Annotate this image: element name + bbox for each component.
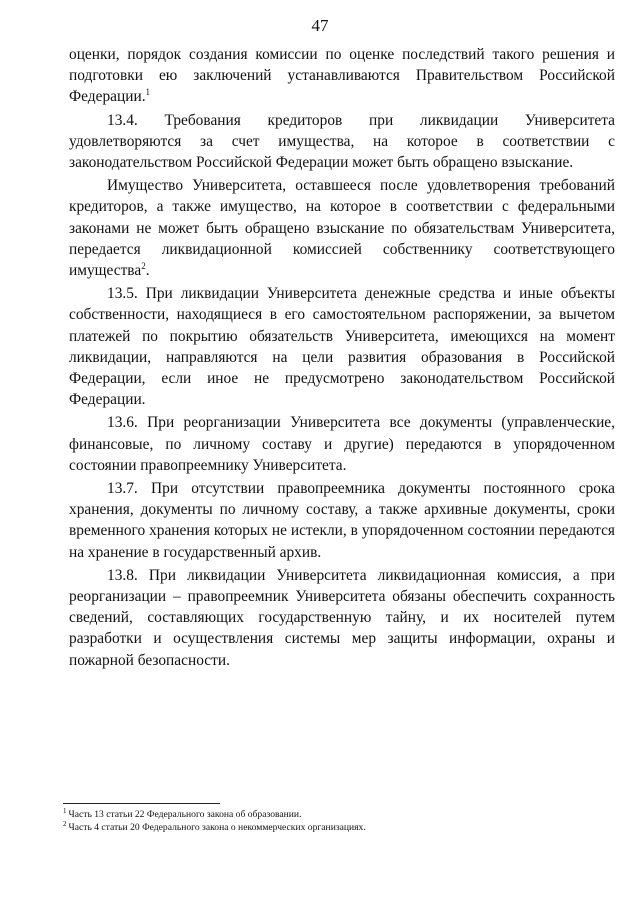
paragraph-text: Имущество Университета, оставшееся после удовлетворения требований кредиторов, а также имущество, на которое в соответствии с федеральными законами не может быть обращено взыскание по обязательствам Университета, передается ликвидационной комиссией собственнику соответствующего имущества	[69, 177, 615, 280]
paragraph-text: оценки, порядок создания комиссии по оценке последствий такого решения и подготовки ею заключений устанавливаются Правительством Российской Федерации	[69, 46, 615, 106]
footnote-text: Часть 13 статьи 22 Федерального закона об образовании.	[68, 809, 302, 820]
footnote-2	[63, 821, 623, 834]
paragraph-13-5: 13.5. При ликвидации Университета денежные средства и иные объекты собственности, находящиеся в его самостоятельном распоряжении, за вычетом платежей по покрытию обязательств Университета, имеющихся на момент ликвидации, направляются на цели развития образования в Российской Федерации, если иное не предусмотрено законодательством Российской Федерации.	[69, 285, 615, 409]
body-text	[69, 44, 615, 671]
paragraph-13-4: 13.4. Требования кредиторов при ликвидации Университета удовлетворяются за счет имущества, на которое в соответствии с законодательством Российской Федерации может быть обращено взыскание.	[69, 111, 615, 172]
footnote-mark: 1	[63, 806, 67, 815]
footnotes	[63, 808, 623, 834]
footnote-mark: 2	[63, 819, 67, 828]
paragraph-property-transfer: Имущество Университета, оставшееся после удовлетворения требований кредиторов, а также имущество, на которое в соответствии с федеральными законами не может быть обращено взыскание по обязательствам Университета, передается ликвидационной комиссией собственнику соответствующего имущества$^2$.	[69, 177, 615, 280]
paragraph-13-8: 13.8. При ликвидации Университета ликвидационная комиссия, а при реорганизации – правопреемник Университета обязаны обеспечить сохранность сведений, составляющих государственную тайну, и их носителей путем разработки и осуществления системы мер защиты информации, охраны и пожарной безопасности.	[69, 566, 615, 669]
footnote-divider	[63, 803, 220, 804]
footnote-text: Часть 4 статьи 20 Федерального закона о некоммерческих организациях.	[68, 822, 366, 833]
paragraph-13-7: 13.7. При отсутствии правопреемника документы постоянного срока хранения, документы по личному составу, а также архивные документы, сроки временного хранения которых не истекли, в упорядоченном состоянии передаются на хранение в государственный архив.	[69, 480, 615, 561]
footnote-reference: 1	[145, 87, 151, 98]
footnote-reference: 2	[141, 260, 146, 271]
paragraph-13-6: 13.6. При реорганизации Университета все документы (управленческие, финансовые, по личному составу и другие) передаются в упорядоченном состоянии правопреемнику Университета.	[69, 414, 615, 474]
page-number: 47	[311, 16, 329, 35]
footnote-1	[63, 808, 623, 821]
paragraph-continuation: оценки, порядок создания комиссии по оценке последствий такого решения и подготовки ею заключений устанавливаются Правительством Российской Федерации.$^1$	[69, 46, 615, 106]
